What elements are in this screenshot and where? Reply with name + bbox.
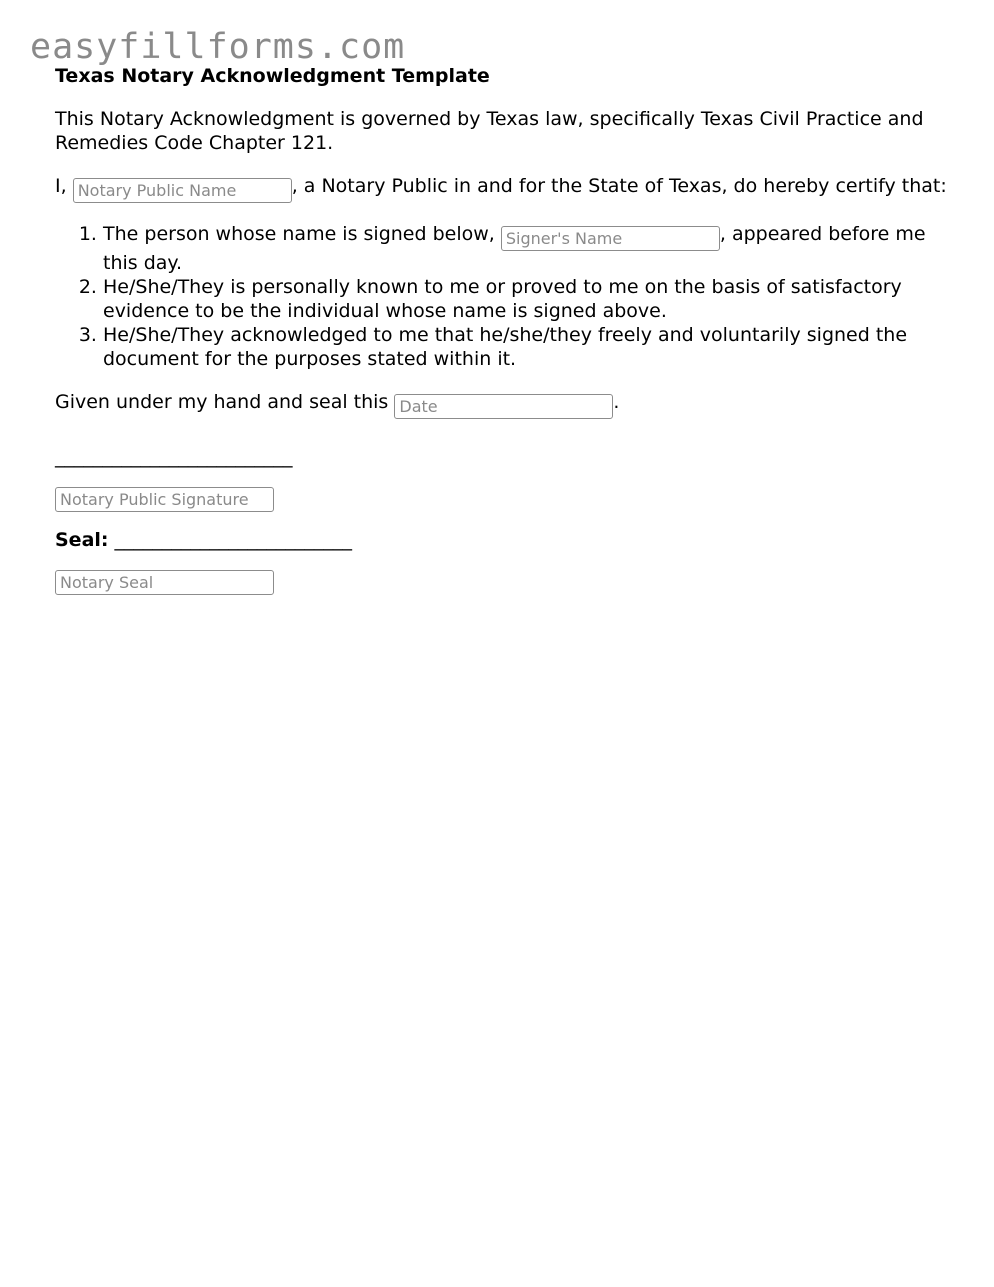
certification-list [55,222,955,371]
item-1-prefix: The person whose name is signed below, [103,223,501,245]
notary-signature-input[interactable] [55,487,274,512]
item-1-suffix: , appeared before me this day. [103,223,926,274]
certify-paragraph [55,174,955,203]
certify-suffix: , a Notary Public in and for the State of Texas, do hereby certify that: [291,175,947,197]
certify-prefix: I, [55,175,73,197]
given-prefix: Given under my hand and seal this [55,391,395,413]
seal-line: _________________________ [108,529,353,551]
date-input[interactable] [394,394,613,419]
watermark: easyfillforms.com [30,27,406,67]
seal-field-row [55,570,955,595]
seal-label: Seal: [55,529,109,551]
intro-paragraph: This Notary Acknowledgment is governed by Texas law, specifically Texas Civil Practice and Remedies Code Chapter 121. [55,108,924,154]
signature-line: _________________________ [55,446,293,468]
given-paragraph [55,390,955,419]
document-title: Texas Notary Acknowledgment Template [55,65,490,87]
list-item: 2. He/She/They is personally known to me or proved to me on the basis of satisfactory evidence to be the individual whose name is signed above. [103,275,955,323]
signature-field-row [55,487,955,512]
notary-public-name-input[interactable] [73,178,292,203]
document-body [55,64,955,595]
list-item: 3. He/She/They acknowledged to me that he/she/they freely and voluntarily signed the document for the purposes stated within it. [103,323,955,371]
seal-row [55,528,955,552]
notary-seal-input[interactable] [55,570,274,595]
given-suffix: . [613,391,620,413]
list-item [103,222,955,275]
signer-name-input[interactable] [501,226,720,251]
